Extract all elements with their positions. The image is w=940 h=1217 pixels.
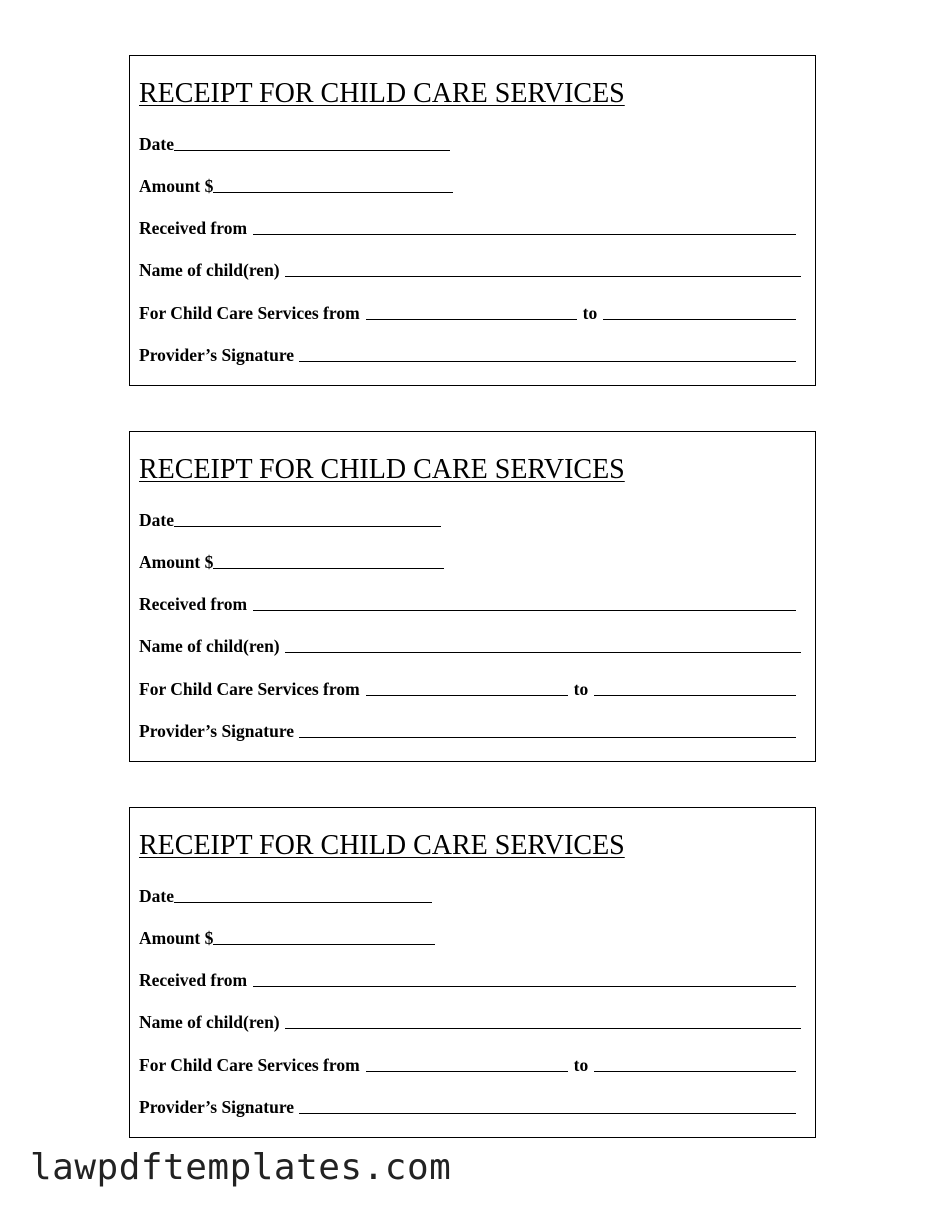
amount-field[interactable]: [213, 568, 444, 569]
children-row: [139, 258, 805, 280]
amount-label: Amount $: [139, 176, 214, 196]
date-field[interactable]: [174, 526, 441, 527]
signature-row: [139, 1095, 805, 1117]
to-label: to: [582, 303, 598, 323]
date-field[interactable]: [174, 150, 450, 151]
date-field[interactable]: [174, 902, 432, 903]
received-from-field[interactable]: [253, 986, 796, 987]
signature-label: Provider’s Signature: [139, 721, 295, 741]
amount-label: Amount $: [139, 928, 214, 948]
date-row: [139, 508, 805, 530]
service-start-field[interactable]: [366, 319, 577, 320]
signature-field[interactable]: [299, 737, 796, 738]
children-label: Name of child(ren): [139, 260, 280, 280]
date-row: [139, 132, 805, 154]
children-field[interactable]: [285, 276, 801, 277]
received-from-field[interactable]: [253, 234, 796, 235]
watermark: lawpdftemplates.com: [30, 1147, 452, 1188]
date-label: Date: [139, 510, 174, 530]
service-start-field[interactable]: [366, 1071, 568, 1072]
service-end-field[interactable]: [594, 695, 796, 696]
to-label: to: [573, 1055, 589, 1075]
amount-row: [139, 550, 805, 572]
amount-row: [139, 926, 805, 948]
children-field[interactable]: [285, 652, 801, 653]
amount-row: [139, 174, 805, 196]
amount-label: Amount $: [139, 552, 214, 572]
amount-field[interactable]: [213, 944, 435, 945]
date-label: Date: [139, 134, 174, 154]
services-from-label: For Child Care Services from: [139, 1055, 360, 1075]
signature-field[interactable]: [299, 361, 796, 362]
service-period-row: [139, 677, 805, 699]
receipt-title: RECEIPT FOR CHILD CARE SERVICES: [139, 453, 625, 485]
children-row: [139, 634, 805, 656]
signature-label: Provider’s Signature: [139, 345, 295, 365]
children-field[interactable]: [285, 1028, 801, 1029]
service-period-row: [139, 1053, 805, 1075]
signature-field[interactable]: [299, 1113, 796, 1114]
signature-label: Provider’s Signature: [139, 1097, 295, 1117]
children-row: [139, 1010, 805, 1032]
signature-row: [139, 719, 805, 741]
to-label: to: [573, 679, 589, 699]
date-label: Date: [139, 886, 174, 906]
services-from-label: For Child Care Services from: [139, 303, 360, 323]
received-from-label: Received from: [139, 970, 248, 990]
children-label: Name of child(ren): [139, 1012, 280, 1032]
receipt-title: RECEIPT FOR CHILD CARE SERVICES: [139, 77, 625, 109]
receipt-form-2: [129, 431, 816, 762]
received-from-label: Received from: [139, 218, 248, 238]
received-from-row: [139, 968, 805, 990]
receipt-form-3: [129, 807, 816, 1138]
received-from-field[interactable]: [253, 610, 796, 611]
receipt-form-1: [129, 55, 816, 386]
services-from-label: For Child Care Services from: [139, 679, 360, 699]
signature-row: [139, 343, 805, 365]
receipt-title: RECEIPT FOR CHILD CARE SERVICES: [139, 829, 625, 861]
date-row: [139, 884, 805, 906]
amount-field[interactable]: [213, 192, 453, 193]
children-label: Name of child(ren): [139, 636, 280, 656]
service-end-field[interactable]: [603, 319, 796, 320]
service-period-row: [139, 301, 805, 323]
received-from-row: [139, 216, 805, 238]
service-end-field[interactable]: [594, 1071, 796, 1072]
received-from-label: Received from: [139, 594, 248, 614]
received-from-row: [139, 592, 805, 614]
service-start-field[interactable]: [366, 695, 568, 696]
